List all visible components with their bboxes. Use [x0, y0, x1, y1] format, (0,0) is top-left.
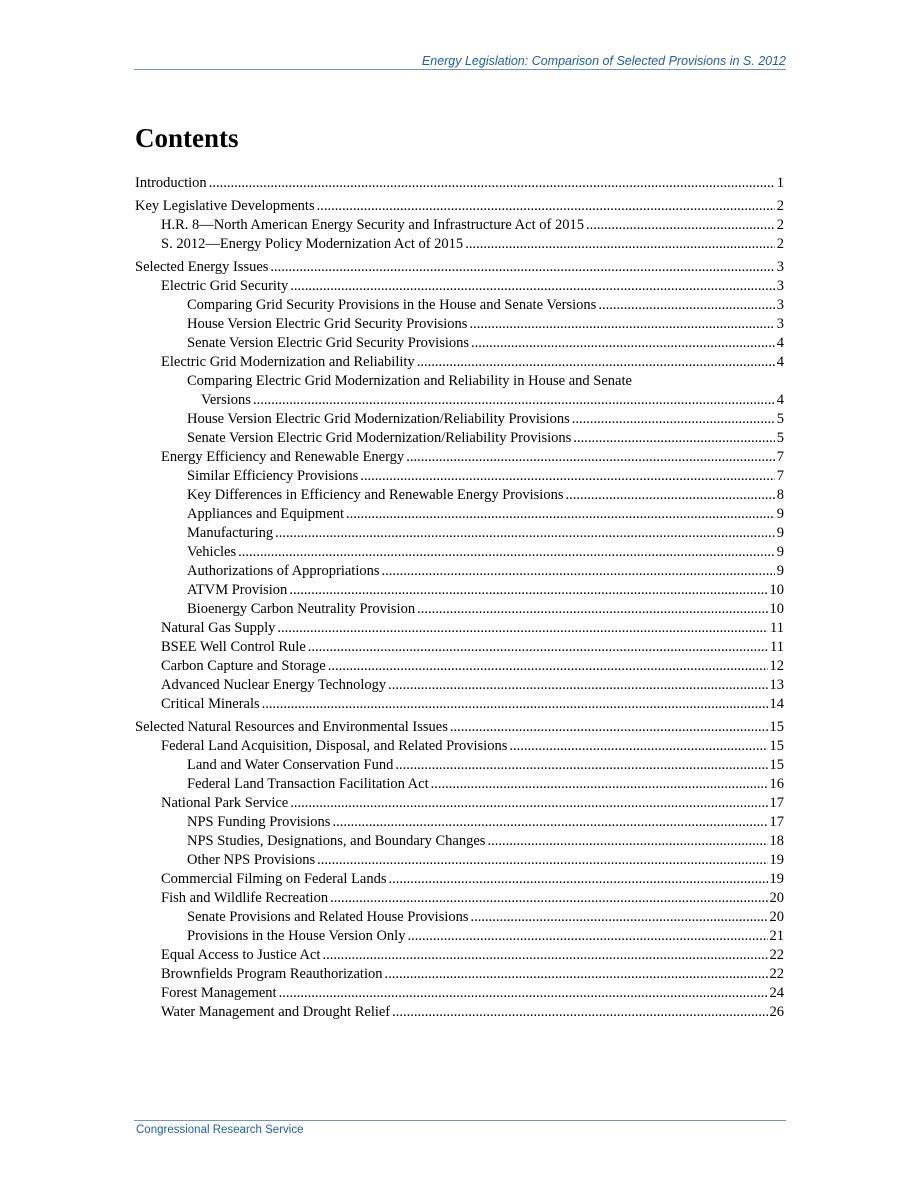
- dot-leader: [395, 756, 767, 775]
- dot-leader: [322, 946, 767, 965]
- toc-entry[interactable]: [135, 695, 784, 714]
- toc-entry-page: 9: [776, 525, 784, 541]
- toc-entry-page: 5: [776, 411, 784, 427]
- toc-entry-title: Equal Access to Justice Act: [161, 947, 321, 963]
- toc-entry[interactable]: [135, 543, 784, 562]
- toc-entry-page: 11: [770, 639, 784, 655]
- toc-entry-title: Water Management and Drought Relief: [161, 1004, 391, 1020]
- toc-entry-title: Comparing Electric Grid Modernization and Reliability in House and Senate: [187, 373, 632, 389]
- toc-entry-page: 19: [769, 852, 784, 868]
- dot-leader: [573, 429, 774, 448]
- toc-entry-title: Brownfields Program Reauthorization: [161, 966, 383, 982]
- dot-leader: [417, 353, 775, 372]
- toc-entry-title: Selected Natural Resources and Environmental Issues: [135, 719, 448, 735]
- dot-leader: [389, 870, 768, 889]
- toc-entry-title: Comparing Grid Security Provisions in the House and Senate Versions: [187, 297, 597, 313]
- toc-entry[interactable]: [135, 410, 784, 429]
- toc-entry-page: 12: [769, 658, 784, 674]
- toc-entry[interactable]: [135, 813, 784, 832]
- dot-leader: [330, 889, 767, 908]
- toc-entry[interactable]: [135, 946, 784, 965]
- toc-entry-page: 4: [776, 335, 784, 351]
- dot-leader: [290, 277, 775, 296]
- toc-entry[interactable]: [135, 581, 784, 600]
- toc-entry-page: 3: [776, 259, 784, 275]
- toc-entry-title: Key Legislative Developments: [135, 198, 315, 214]
- dot-leader: [487, 832, 767, 851]
- toc-entry[interactable]: [135, 600, 784, 619]
- toc-entry-page: 9: [776, 563, 784, 579]
- dot-leader: [209, 174, 775, 193]
- toc-entry[interactable]: [135, 174, 784, 193]
- dot-leader: [509, 737, 767, 756]
- toc-entry[interactable]: [135, 756, 784, 775]
- toc-entry[interactable]: [135, 197, 784, 216]
- toc-entry[interactable]: [135, 927, 784, 946]
- toc-entry-title: Advanced Nuclear Energy Technology: [161, 677, 387, 693]
- table-of-contents: [135, 174, 784, 1022]
- toc-entry-title: Carbon Capture and Storage: [161, 658, 326, 674]
- toc-entry[interactable]: [135, 965, 784, 984]
- toc-entry[interactable]: [135, 467, 784, 486]
- toc-entry-page: 15: [769, 719, 784, 735]
- toc-entry-page: 1: [776, 175, 784, 191]
- toc-entry[interactable]: [135, 718, 784, 737]
- dot-leader: [290, 794, 767, 813]
- dot-leader: [277, 619, 768, 638]
- toc-entry-page: 13: [769, 677, 784, 693]
- toc-entry-page: 3: [776, 316, 784, 332]
- toc-entry[interactable]: [135, 296, 784, 315]
- toc-entry[interactable]: [135, 984, 784, 1003]
- dot-leader: [572, 410, 775, 429]
- dot-leader: [279, 984, 768, 1003]
- dot-leader: [270, 258, 774, 277]
- toc-entry-title: Vehicles: [187, 544, 237, 560]
- dot-leader: [384, 965, 767, 984]
- toc-entry[interactable]: [135, 794, 784, 813]
- toc-entry-page: 7: [776, 468, 784, 484]
- toc-entry-title: House Version Electric Grid Security Provisions: [187, 316, 468, 332]
- toc-entry-title: Land and Water Conservation Fund: [187, 757, 394, 773]
- toc-entry-page: 22: [769, 947, 784, 963]
- toc-entry-title: Appliances and Equipment: [187, 506, 345, 522]
- toc-entry[interactable]: [135, 429, 784, 448]
- toc-entry[interactable]: [135, 334, 784, 353]
- toc-entry-title: Federal Land Acquisition, Disposal, and Related Provisions: [161, 738, 508, 754]
- toc-entry-title: Federal Land Transaction Facilitation Act: [187, 776, 429, 792]
- toc-entry-page: 18: [769, 833, 784, 849]
- dot-leader: [586, 216, 775, 235]
- dot-leader: [417, 600, 767, 619]
- toc-entry-title: Provisions in the House Version Only: [187, 928, 406, 944]
- toc-entry-page: 3: [776, 297, 784, 313]
- toc-entry[interactable]: [135, 889, 784, 908]
- toc-entry-title: Senate Provisions and Related House Provisions: [187, 909, 469, 925]
- toc-entry-title-continued: Versions: [201, 392, 251, 408]
- dot-leader: [406, 448, 775, 467]
- toc-entry[interactable]: [135, 448, 784, 467]
- toc-entry[interactable]: [135, 908, 784, 927]
- footer-divider: [134, 1120, 786, 1121]
- toc-entry-page: 9: [776, 506, 784, 522]
- toc-entry-page: 17: [769, 795, 784, 811]
- toc-entry[interactable]: [135, 505, 784, 524]
- dot-leader: [275, 524, 775, 543]
- toc-entry[interactable]: [135, 737, 784, 756]
- toc-entry-page: 16: [769, 776, 784, 792]
- toc-entry[interactable]: [135, 870, 784, 889]
- toc-entry-title: BSEE Well Control Rule: [161, 639, 306, 655]
- dot-leader: [388, 676, 767, 695]
- toc-entry[interactable]: [135, 638, 784, 657]
- toc-entry[interactable]: [135, 353, 784, 372]
- toc-entry-page: 26: [769, 1004, 784, 1020]
- toc-entry-page: 15: [769, 738, 784, 754]
- toc-entry-page: 2: [776, 236, 784, 252]
- toc-entry[interactable]: [135, 1003, 784, 1022]
- dot-leader: [469, 315, 774, 334]
- toc-entry-page: 21: [769, 928, 784, 944]
- toc-entry[interactable]: [135, 832, 784, 851]
- dot-leader: [346, 505, 775, 524]
- toc-entry-title: Similar Efficiency Provisions: [187, 468, 359, 484]
- toc-entry-page: 14: [769, 696, 784, 712]
- toc-entry-title: ATVM Provision: [187, 582, 288, 598]
- toc-entry-page: 17: [769, 814, 784, 830]
- toc-entry-title: Senate Version Electric Grid Modernization/Reliability Provisions: [187, 430, 572, 446]
- toc-entry-page: 20: [769, 909, 784, 925]
- toc-entry-page: 9: [776, 544, 784, 560]
- toc-entry-page: 15: [769, 757, 784, 773]
- toc-entry-page: 10: [769, 582, 784, 598]
- toc-entry-title: NPS Funding Provisions: [187, 814, 331, 830]
- toc-entry-title: Commercial Filming on Federal Lands: [161, 871, 387, 887]
- toc-entry-title: Critical Minerals: [161, 696, 260, 712]
- toc-entry-page: 4: [776, 354, 784, 370]
- toc-entry[interactable]: [135, 524, 784, 543]
- running-header-title: Energy Legislation: Comparison of Selected Provisions in S. 2012: [421, 54, 786, 68]
- toc-entry[interactable]: [135, 372, 784, 410]
- footer-organization: Congressional Research Service: [136, 1124, 304, 1136]
- toc-entry-title: Electric Grid Security: [161, 278, 289, 294]
- toc-entry-page: 3: [776, 278, 784, 294]
- toc-entry-title: Other NPS Provisions: [187, 852, 316, 868]
- dot-leader: [598, 296, 774, 315]
- dot-leader: [450, 718, 768, 737]
- toc-entry-title: Natural Gas Supply: [161, 620, 276, 636]
- dot-leader: [289, 581, 767, 600]
- toc-entry[interactable]: [135, 851, 784, 870]
- toc-entry-title: Forest Management: [161, 985, 277, 1001]
- toc-entry-page: 7: [776, 449, 784, 465]
- toc-entry-title: Manufacturing: [187, 525, 274, 541]
- toc-entry[interactable]: [135, 235, 784, 254]
- toc-entry-page: 11: [770, 620, 784, 636]
- dot-leader: [360, 467, 774, 486]
- dot-leader: [471, 334, 775, 353]
- contents-heading: Contents: [135, 123, 239, 153]
- toc-entry-title: H.R. 8—North American Energy Security and Infrastructure Act of 2015: [161, 217, 584, 233]
- toc-entry[interactable]: [135, 657, 784, 676]
- toc-entry-title: NPS Studies, Designations, and Boundary Changes: [187, 833, 486, 849]
- toc-entry-page: 20: [769, 890, 784, 906]
- toc-entry[interactable]: [135, 775, 784, 794]
- toc-entry[interactable]: [135, 216, 784, 235]
- toc-entry-title: House Version Electric Grid Modernization/Reliability Provisions: [187, 411, 570, 427]
- dot-leader: [565, 486, 774, 505]
- toc-entry-page: 19: [769, 871, 784, 887]
- toc-entry-page: 24: [769, 985, 784, 1001]
- dot-leader: [382, 562, 775, 581]
- toc-entry-title: Selected Energy Issues: [135, 259, 269, 275]
- dot-leader: [253, 391, 775, 410]
- dot-leader: [392, 1003, 767, 1022]
- dot-leader: [308, 638, 768, 657]
- dot-leader: [238, 543, 775, 562]
- toc-entry-title: S. 2012—Energy Policy Modernization Act of 2015: [161, 236, 464, 252]
- dot-leader: [471, 908, 768, 927]
- toc-entry[interactable]: [135, 619, 784, 638]
- toc-entry[interactable]: [135, 277, 784, 296]
- toc-entry-title: Bioenergy Carbon Neutrality Provision: [187, 601, 416, 617]
- dot-leader: [317, 851, 767, 870]
- toc-entry-page: 4: [776, 392, 784, 408]
- toc-entry-title: National Park Service: [161, 795, 289, 811]
- toc-entry-title: Introduction: [135, 175, 207, 191]
- toc-entry-page: 22: [769, 966, 784, 982]
- dot-leader: [431, 775, 768, 794]
- toc-entry-page: 10: [769, 601, 784, 617]
- toc-entry-title: Energy Efficiency and Renewable Energy: [161, 449, 405, 465]
- toc-entry[interactable]: [135, 315, 784, 334]
- toc-entry[interactable]: [135, 258, 784, 277]
- toc-entry[interactable]: [135, 562, 784, 581]
- dot-leader: [465, 235, 775, 254]
- toc-entry-page: 5: [776, 430, 784, 446]
- dot-leader: [328, 657, 768, 676]
- dot-leader: [317, 197, 775, 216]
- header-divider: [134, 69, 786, 70]
- toc-entry[interactable]: [135, 486, 784, 505]
- toc-entry-page: 8: [776, 487, 784, 503]
- dot-leader: [332, 813, 767, 832]
- toc-entry-title: Senate Version Electric Grid Security Provisions: [187, 335, 470, 351]
- toc-entry[interactable]: [135, 676, 784, 695]
- toc-entry-page: 2: [776, 198, 784, 214]
- toc-entry-title: Key Differences in Efficiency and Renewable Energy Provisions: [187, 487, 564, 503]
- toc-entry-title: Authorizations of Appropriations: [187, 563, 380, 579]
- dot-leader: [407, 927, 767, 946]
- dot-leader: [262, 695, 768, 714]
- toc-entry-title: Electric Grid Modernization and Reliability: [161, 354, 415, 370]
- toc-entry-title: Fish and Wildlife Recreation: [161, 890, 329, 906]
- toc-entry-page: 2: [776, 217, 784, 233]
